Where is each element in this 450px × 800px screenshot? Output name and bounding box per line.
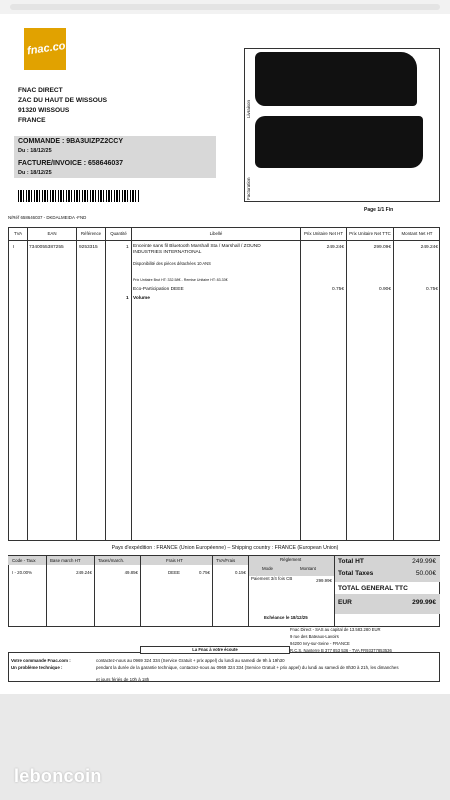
column-divider xyxy=(131,227,132,541)
address-line: FRANCE xyxy=(18,117,46,124)
invoice-date: Du : 18/12/25 xyxy=(18,170,52,176)
row-quantite: 1 xyxy=(126,245,129,250)
redacted-delivery-address xyxy=(255,52,417,106)
fnac-logo: fnac.com xyxy=(24,28,66,70)
items-table-body xyxy=(8,241,440,541)
header-ean: EAN xyxy=(47,231,57,236)
legal-line: R.C.S. Nanterre B 377 853 536 - TVA FR93377853536 xyxy=(290,648,392,653)
reglement-mode: Paiement 3/4 fois CB xyxy=(251,576,293,581)
row-libelle-1: Enceinte sans fil Bluetooth Marshall Sta / Marshall / ZOUND xyxy=(133,244,261,249)
tax-header-tvafrais: TVA/Frais xyxy=(216,558,236,563)
support-a2: pendant la durée de la garantie technique, contactez-nous au 0969 324 334 (Service Gratuit + prix appel) du lundi au samedi de 8h30 à 21h, les dimanches xyxy=(96,665,399,670)
row-price-info: Prix Unitaire Brut HT: 332.58€ - Remise Unitaire HT: 83.33€ xyxy=(133,278,228,282)
tax-header-base: Base march HT xyxy=(50,558,81,563)
legal-info xyxy=(290,626,392,654)
barcode xyxy=(18,190,140,202)
volume-label: Volume xyxy=(133,296,150,301)
tax-divider xyxy=(140,556,141,627)
tax-header-taxes: Taxes/march. xyxy=(98,558,125,563)
row-ean: 7340055387255 xyxy=(29,245,64,250)
tax-divider xyxy=(212,556,213,627)
column-divider xyxy=(76,227,77,541)
support-q2: Un problème technique : xyxy=(11,665,63,670)
tax-header-frais: Frais HT xyxy=(166,558,183,563)
tax-base: 249.24€ xyxy=(76,570,92,575)
frais-amount: 0.75€ xyxy=(199,570,210,575)
total-ht-label: Total HT xyxy=(338,558,364,565)
total-general-label: TOTAL GENERAL TTC xyxy=(338,585,408,592)
support-q1: Votre commande Fnac.com : xyxy=(11,658,71,663)
tax-code: I - 20.00% xyxy=(12,570,33,575)
shipping-country: Pays d'expédition : FRANCE (Union Européenne) – Shipping country : FRANCE (European Union) xyxy=(111,545,339,551)
row-dispo: Disponibilité des pièces détachées 10 ANS xyxy=(133,261,211,266)
header-quantite: Quantité xyxy=(110,231,127,236)
total-ttc-value: 299.99€ xyxy=(412,599,436,606)
url-pill xyxy=(10,4,440,10)
address-line: 91320 WISSOUS xyxy=(18,107,70,114)
reglement-montant: 299.99€ xyxy=(316,578,332,583)
reglement-title: Règlement xyxy=(280,557,302,562)
support-title: La Fnac à votre écoute xyxy=(140,646,290,654)
frais-label: DEEE xyxy=(168,570,180,575)
order-number: COMMANDE : 9BA3UIZPZ2CCY xyxy=(18,138,124,145)
row-reference: 9253315 xyxy=(79,245,98,250)
tax-amount: 49.85€ xyxy=(124,570,138,575)
sender-address xyxy=(18,86,107,126)
row-libelle-2: INDUSTRIES INTERNATIONAL xyxy=(133,250,202,255)
legal-line: 94200 Ivry-sur-Seine - FRANCE xyxy=(290,641,350,646)
support-a3: et jours fériés de 10h à 18h xyxy=(96,677,150,682)
column-divider xyxy=(300,227,301,541)
eco-pu-ttc: 0.90€ xyxy=(378,287,391,292)
header-reference: Référence xyxy=(80,231,102,236)
total-taxes-value: 50.00€ xyxy=(415,570,436,577)
row-tva: I xyxy=(13,245,15,250)
address-line: ZAC DU HAUT DE WISSOUS xyxy=(18,97,108,104)
echeance: Echéance le 18/12/25 xyxy=(264,615,308,620)
order-date: Du : 18/12/25 xyxy=(18,148,52,154)
legal-line: Fnac Direct - SAS au capital de 13.583.280 EUR xyxy=(290,627,381,632)
address-line: FNAC DIRECT xyxy=(18,87,63,94)
currency-label: EUR xyxy=(338,599,352,606)
eco-pu-ht: 0.75€ xyxy=(331,287,344,292)
column-divider xyxy=(105,227,106,541)
column-divider xyxy=(27,227,28,541)
eco-montant-ht: 0.75€ xyxy=(425,287,438,292)
invoice-number: FACTURE/INVOICE : 658646037 xyxy=(18,160,124,167)
header-libelle: Libellé xyxy=(209,231,223,236)
header-montant-ht: Montant Net HT xyxy=(401,231,433,236)
column-divider xyxy=(393,227,394,541)
volume-qty: 1 xyxy=(126,296,129,301)
billing-label: Facturation xyxy=(246,177,251,200)
eco-label: Eco-Participation DEEE xyxy=(133,287,184,292)
row-pu-ht: 249.24€ xyxy=(326,245,344,250)
tva-frais: 0.15€ xyxy=(235,570,246,575)
row-montant-ht: 249.24€ xyxy=(420,245,438,250)
legal-line: 9 rue des Bateaux-Lavoirs xyxy=(290,634,339,639)
reglement-montant-label: Montant xyxy=(300,566,316,571)
header-pu-ht: Prix Unitaire Net HT xyxy=(303,231,344,236)
header-tva: TVA xyxy=(13,231,23,236)
support-a1: contactez-nous au 0969 324 334 (Service Gratuit + prix appel) du lundi au samedi de 9h à 19h30 xyxy=(96,658,285,663)
row-pu-ttc: 299.09€ xyxy=(373,245,391,250)
leboncoin-watermark: leboncoin xyxy=(14,766,102,786)
delivery-label: Livraison xyxy=(246,99,251,118)
reglement-mode-label: Mode xyxy=(262,566,273,571)
tax-header-code: Code - Taux xyxy=(12,558,36,563)
tax-divider xyxy=(248,556,249,627)
page-label: Page 1/1 Fin xyxy=(364,207,394,213)
header-pu-ttc: Prix Unitaire Net TTC xyxy=(349,231,391,236)
redacted-billing-address xyxy=(255,116,423,168)
total-ht-value: 249.99€ xyxy=(412,558,436,565)
column-divider xyxy=(346,227,347,541)
total-taxes-label: Total Taxes xyxy=(338,570,374,577)
tax-divider xyxy=(94,556,95,627)
tax-divider xyxy=(46,556,47,627)
status-bar xyxy=(0,0,450,14)
tax-divider xyxy=(334,556,335,627)
reference-line: N/Réf 658646037 - DKDALMEIDA -FND xyxy=(8,215,87,220)
